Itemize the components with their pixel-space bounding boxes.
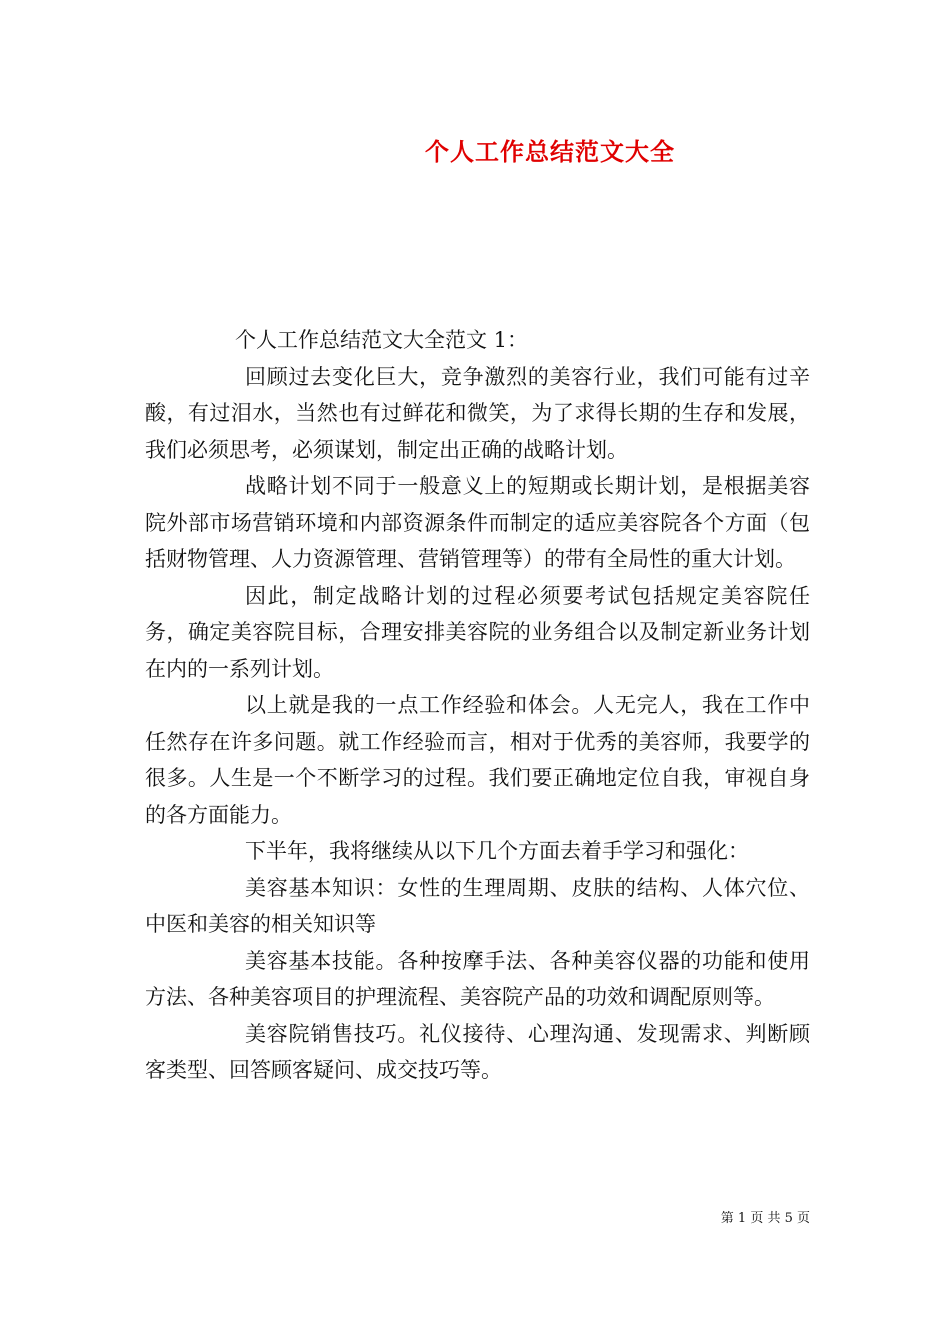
paragraph: 美容院销售技巧。礼仪接待、心理沟通、发现需求、判断顾客类型、回答顾客疑问、成交技巧等。 — [145, 1021, 810, 1082]
document-title: 个人工作总结范文大全 — [425, 137, 675, 166]
paragraph: 战略计划不同于一般意义上的短期或长期计划，是根据美容院外部市场营销环境和内部资源条件而制定的适应美容院各个方面（包括财物管理、人力资源管理、营销管理等）的带有全局性的重大计划。 — [145, 474, 810, 571]
page-number-footer: 第 1 页 共 5 页 — [720, 1211, 810, 1226]
paragraph: 回顾过去变化巨大，竞争激烈的美容行业，我们可能有过辛酸，有过泪水，当然也有过鲜花和微笑，为了求得长期的生存和发展，我们必须思考，必须谋划，制定出正确的战略计划。 — [145, 364, 810, 462]
paragraph: 美容基本技能。各种按摩手法、各种美容仪器的功能和使用方法、各种美容项目的护理流程、美容院产品的功效和调配原则等。 — [145, 948, 810, 1009]
section-heading: 个人工作总结范文大全范文 1： — [235, 328, 529, 352]
document-body — [145, 322, 810, 1089]
paragraph: 美容基本知识：女性的生理周期、皮肤的结构、人体穴位、中医和美容的相关知识等 — [145, 875, 810, 936]
paragraph: 以上就是我的一点工作经验和体会。人无完人，我在工作中任然存在许多问题。就工作经验而言，相对于优秀的美容师，我要学的很多。人生是一个不断学习的过程。我们要正确地定位自我，审视自身的各方面能力。 — [145, 693, 810, 827]
paragraph: 下半年，我将继续从以下几个方面去着手学习和强化： — [245, 839, 749, 863]
paragraph: 因此，制定战略计划的过程必须要考试包括规定美容院任务，确定美容院目标，合理安排美容院的业务组合以及制定新业务计划在内的一系列计划。 — [145, 583, 810, 681]
